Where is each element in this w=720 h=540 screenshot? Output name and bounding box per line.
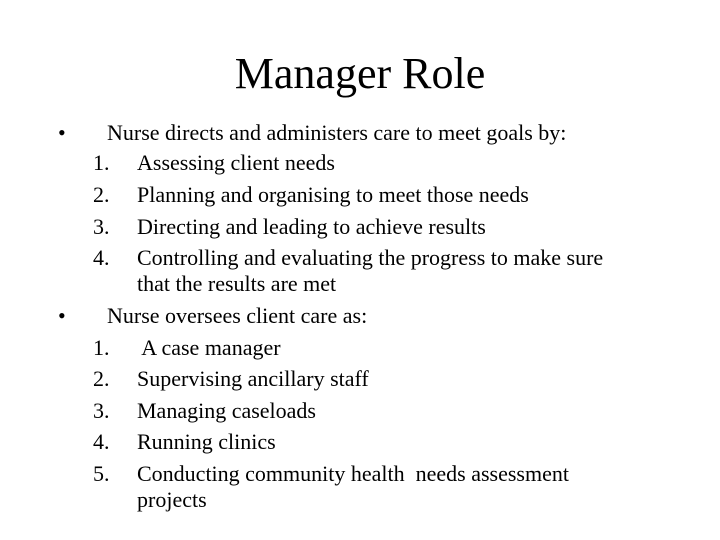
list-item-continuation: projects [137, 487, 207, 512]
list-number: 3. [93, 214, 110, 239]
list-number: 3. [93, 398, 110, 423]
list-item: Directing and leading to achieve results [137, 214, 486, 239]
bullet-lead-text: Nurse directs and administers care to meet goals by: [107, 120, 567, 145]
list-item: Controlling and evaluating the progress to make sure [137, 245, 604, 270]
list-item: A case manager [137, 335, 281, 360]
list-item: Running clinics [137, 429, 276, 454]
list-number: 4. [93, 245, 110, 270]
slide-title: Manager Role [234, 49, 486, 98]
list-number: 4. [93, 429, 110, 454]
bullet-lead-text: Nurse oversees client care as: [107, 303, 368, 328]
list-item: Supervising ancillary staff [137, 366, 369, 391]
bullet-marker: • [58, 120, 66, 145]
bullet-marker: • [58, 303, 66, 328]
list-item-continuation: that the results are met [137, 271, 337, 296]
list-item: Planning and organising to meet those needs [137, 182, 529, 207]
list-number: 5. [93, 461, 110, 486]
list-item: Conducting community health needs assessment [137, 461, 569, 486]
list-number: 1. [93, 150, 110, 175]
list-number: 2. [93, 182, 110, 207]
list-number: 1. [93, 335, 110, 360]
list-item: Managing caseloads [137, 398, 316, 423]
list-number: 2. [93, 366, 110, 391]
list-item: Assessing client needs [137, 150, 335, 175]
